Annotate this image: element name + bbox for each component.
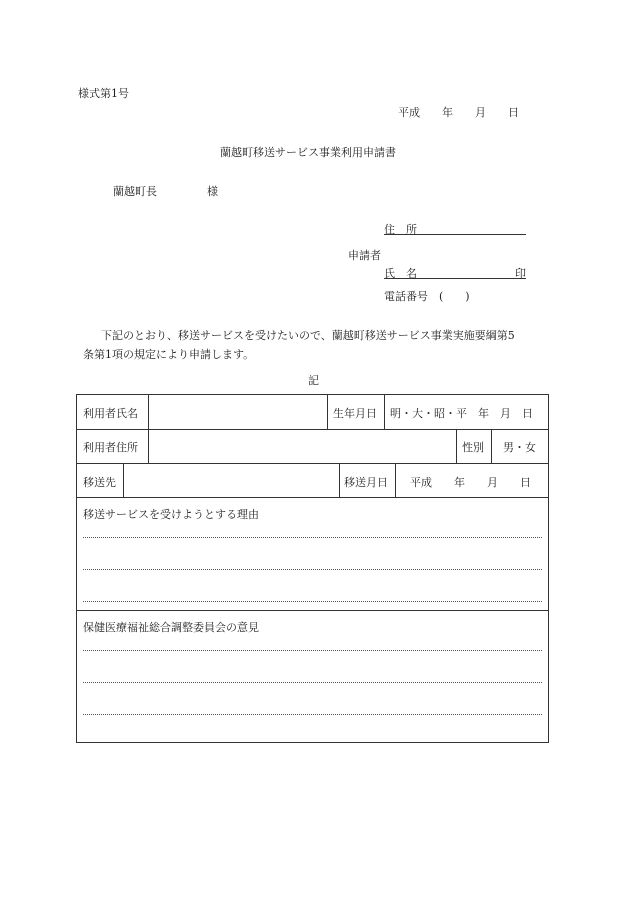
name-field[interactable] xyxy=(384,266,526,279)
destination-label: 移送先 xyxy=(83,476,116,489)
body-line-1: 下記のとおり、移送サービスを受けたいので、蘭越町移送サービス事業実施要綱第5 xyxy=(101,329,515,342)
user-name-label: 利用者氏名 xyxy=(83,407,138,420)
applicant-label: 申請者 xyxy=(348,249,381,262)
address-field[interactable] xyxy=(384,222,526,235)
transfer-date-field[interactable]: 平成 年 月 日 xyxy=(410,476,531,489)
opinion-line-3[interactable] xyxy=(83,714,542,715)
opinion-line-2[interactable] xyxy=(83,682,542,683)
user-name-field[interactable] xyxy=(153,397,323,427)
seal-mark: 印 xyxy=(515,267,526,280)
birthdate-field[interactable]: 明・大・昭・平 年 月 日 xyxy=(390,407,533,420)
transfer-date-label: 移送月日 xyxy=(344,476,388,489)
reason-line-2[interactable] xyxy=(83,569,542,570)
address-label: 住 所 xyxy=(384,223,417,236)
name-label: 氏 名 xyxy=(384,267,417,280)
date-line: 平成 年 月 日 xyxy=(398,106,519,119)
body-line-2: 条第1項の規定により申請します。 xyxy=(83,348,255,361)
phone-label: 電話番号 ( ) xyxy=(384,290,470,303)
user-address-field[interactable] xyxy=(153,431,451,461)
gender-field[interactable]: 男・女 xyxy=(503,441,536,454)
destination-field[interactable] xyxy=(128,465,334,495)
application-form-table xyxy=(76,394,549,743)
document-title: 蘭越町移送サービス事業利用申請書 xyxy=(220,146,396,159)
reason-line-1[interactable] xyxy=(83,537,542,538)
reason-line-3[interactable] xyxy=(83,601,542,602)
committee-opinion-label: 保健医療福祉総合調整委員会の意見 xyxy=(83,621,259,634)
addressee-honorific: 様 xyxy=(207,185,218,198)
gender-label: 性別 xyxy=(462,441,484,454)
opinion-line-1[interactable] xyxy=(83,650,542,651)
form-number: 様式第1号 xyxy=(78,87,129,100)
user-address-label: 利用者住所 xyxy=(83,441,138,454)
birthdate-label: 生年月日 xyxy=(333,407,377,420)
ki-heading: 記 xyxy=(308,374,319,387)
addressee-name: 蘭越町長 xyxy=(113,185,157,198)
reason-label: 移送サービスを受けようとする理由 xyxy=(83,508,259,521)
